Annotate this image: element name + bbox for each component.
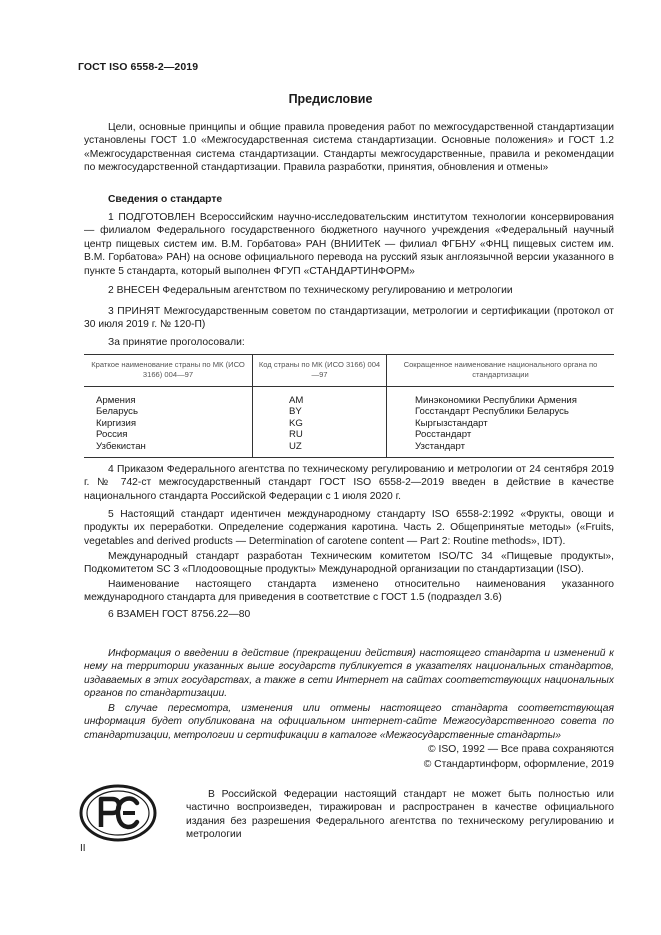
copyright-standartinform: © Стандартинформ, оформление, 2019 bbox=[423, 759, 614, 770]
notice-introduction-info: Информация о введении в действие (прекращении действия) настоящего стандарта и изменений к нему на территории указанных выше государств публикуется в указателях национальных стандартов, издаваемых в этих государствах, а также в сети Интернет на сайтах соответствующих национальных органов по стандартизации. bbox=[84, 648, 614, 700]
copyright-iso: © ISO, 1992 — Все права сохраняются bbox=[428, 744, 614, 755]
item-3-adopted: 3 ПРИНЯТ Межгосударственным советом по стандартизации, метрологии и сертификации (протокол от 30 июля 2019 г. № 120-П) bbox=[84, 306, 614, 331]
body-cell: Росстандарт bbox=[415, 429, 472, 441]
country-cell: Россия bbox=[96, 429, 128, 441]
body-cell: Минэкономики Республики Армения bbox=[415, 395, 577, 406]
country-cell: Киргизия bbox=[96, 417, 137, 429]
item-6-replaces: 6 ВЗАМЕН ГОСТ 8756.22—80 bbox=[108, 609, 251, 620]
header-code: Код страны по МК (ИСО 3166) 004—97 bbox=[253, 355, 387, 387]
code-cell: AM bbox=[253, 387, 387, 407]
body-cell: Госстандарт Республики Беларусь bbox=[415, 406, 569, 418]
body-cell: Кыргызстандарт bbox=[415, 417, 488, 429]
header-body: Сокращенное наименование национального органа по стандартизации bbox=[387, 355, 615, 387]
code-cell: UZ bbox=[253, 441, 387, 458]
country-cell: Армения bbox=[96, 395, 136, 406]
voting-table bbox=[84, 354, 614, 458]
item-4-order: 4 Приказом Федерального агентства по техническому регулированию и метрологии от 24 сентября 2019 г. № 742-ст межгосударственный стандарт ГОСТ ISO 6558-2—2019 введен в действие в качестве национального стандарта Российской Федерации с 1 июля 2020 г. bbox=[84, 464, 614, 502]
table-header-row bbox=[84, 355, 614, 387]
table-row bbox=[84, 429, 614, 440]
code-cell: RU bbox=[253, 429, 387, 440]
notice-revision-info: В случае пересмотра, изменения или отмены настоящего стандарта соответствующая информация будет опубликована на официальном интернет-сайте Межгосударственного совета по стандартизации, метрологии и сертификации в каталоге «Межгосударственные стандарты» bbox=[84, 703, 614, 741]
code-cell: BY bbox=[253, 406, 387, 417]
item-5-developer: Международный стандарт разработан Техническим комитетом ISO/TC 34 «Пищевые продукты», Подкомитетом SC 3 «Плодоовощные продукты» Международной организации по стандартизации (ISO). bbox=[84, 551, 614, 576]
item-2-introduced: 2 ВНЕСЕН Федеральным агентством по техническому регулированию и метрологии bbox=[108, 285, 513, 296]
code-cell: KG bbox=[253, 418, 387, 429]
voted-label: За принятие проголосовали: bbox=[108, 337, 245, 348]
rst-certification-mark-icon bbox=[79, 783, 157, 847]
body-cell: Узстандарт bbox=[387, 441, 615, 458]
intro-paragraph: Цели, основные принципы и общие правила проведения работ по межгосударственной стандартизации установлены ГОСТ 1.0 «Межгосударственная система стандартизации. Основные положения» и ГОСТ 1.2 «Межгосударственная система стандартизации. Стандарты межгосударственные, правила и рекомендации по межгосударственной стандартизации. Правила разработки, принятия, обновления и отмены» bbox=[84, 122, 614, 174]
item-5-name-change: Наименование настоящего стандарта изменено относительно наименования указанного международного стандарта для приведения в соответствие с ГОСТ 1.5 (подраздел 3.6) bbox=[84, 579, 614, 604]
table-row bbox=[84, 441, 614, 458]
table-row bbox=[84, 418, 614, 429]
section-title: Предисловие bbox=[288, 92, 373, 106]
rf-reproduction-notice: В Российской Федерации настоящий стандарт не может быть полностью или частично воспроизведен, тиражирован и распространен в качестве официального издания без разрешения Федерального агентства по техническому регулированию и метрологии bbox=[186, 789, 614, 841]
page-number: II bbox=[80, 843, 86, 854]
country-cell: Узбекистан bbox=[84, 441, 253, 458]
info-heading: Сведения о стандарте bbox=[108, 194, 223, 205]
document-code-header: ГОСТ ISO 6558-2—2019 bbox=[78, 61, 199, 73]
country-cell: Беларусь bbox=[96, 406, 138, 418]
item-1-prepared: 1 ПОДГОТОВЛЕН Всероссийским научно-исследовательским институтом технологии консервирования — филиалом Федерального государственного бюджетного научного учреждения «Федеральный научный центр пищевых систем им. В.М. Горбатова» РАН (ВНИИТеК — филиал ФГБНУ «ФНЦ пищевых систем им. В.М. Горбатова» РАН) на основе официального перевода на русский язык англоязычной версии указанного в пункте 5 стандарта, который выполнен ФГУП «СТАНДАРТИНФОРМ» bbox=[84, 212, 614, 277]
table-row bbox=[84, 387, 614, 407]
item-5-identical: 5 Настоящий стандарт идентичен международному стандарту ISO 6558-2:1992 «Фрукты, овощи и продукты их переработки. Определение содержания каротина. Часть 2. Общепринятые методы» («Fruits, vegetables and derived products — Determination of carotene content — Part 2: Routine methods», IDT). bbox=[84, 509, 614, 547]
header-country: Краткое наименование страны по МК (ИСО 3166) 004—97 bbox=[84, 355, 253, 387]
table-row bbox=[84, 406, 614, 417]
